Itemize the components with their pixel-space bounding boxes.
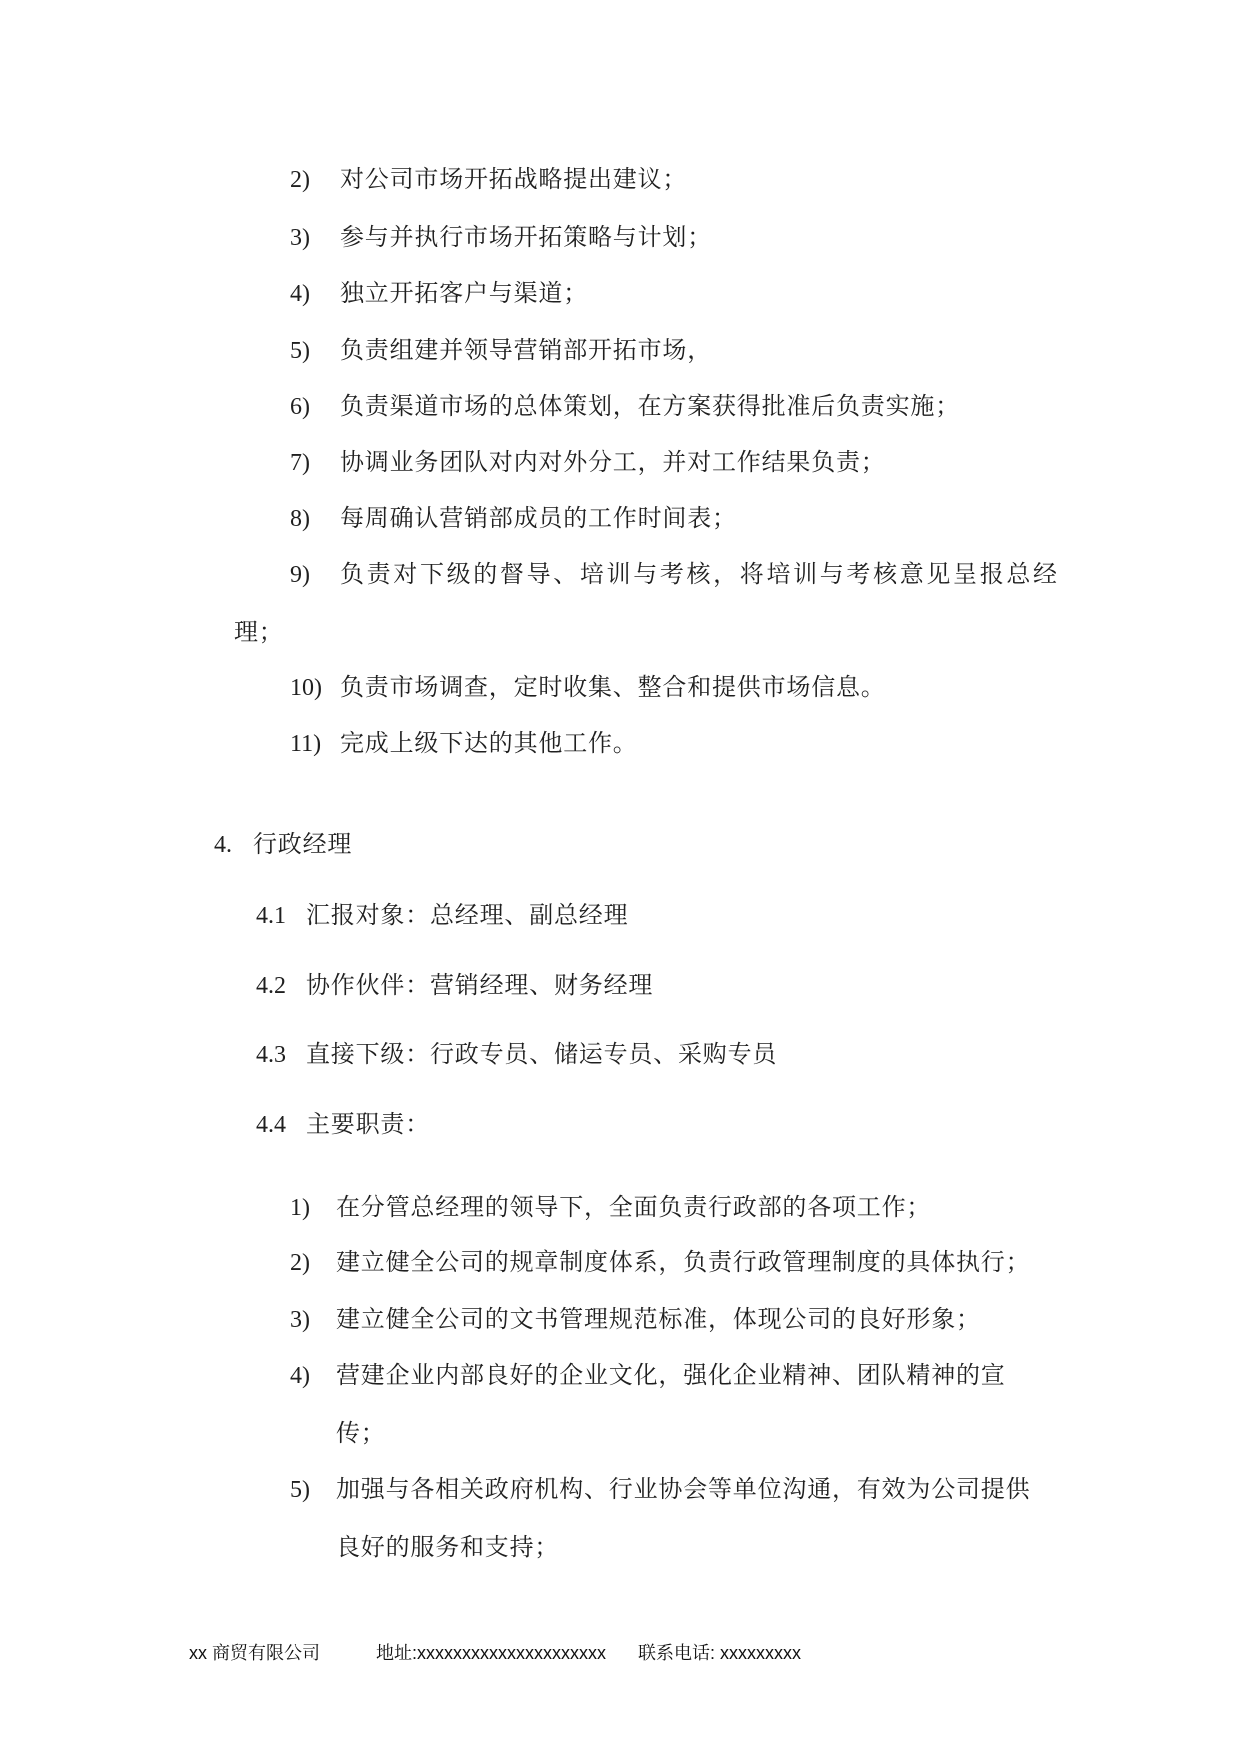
list-item-text: 负责渠道市场的总体策划，在方案获得批准后负责实施；	[340, 394, 960, 420]
list-item-text: 每周确认营销部成员的工作时间表；	[340, 506, 737, 532]
list-item	[0, 336, 1241, 366]
list-item	[0, 1305, 1241, 1335]
list-item	[0, 729, 1241, 759]
subsection-item	[0, 1110, 1241, 1140]
subsection-item	[0, 901, 1241, 931]
list-item-number: 5)	[290, 1477, 310, 1503]
list-item-number: 2)	[290, 167, 310, 193]
list-item-number: 10)	[290, 675, 322, 701]
subsection-number: 4.3	[256, 1042, 286, 1068]
subsection-text: 直接下级：行政专员、储运专员、采购专员	[306, 1042, 778, 1068]
list-item-text: 在分管总经理的领导下，全面负责行政部的各项工作；	[336, 1195, 932, 1221]
list-item	[0, 1248, 1241, 1278]
list-item-number: 1)	[290, 1195, 310, 1221]
subsection-item	[0, 1040, 1241, 1070]
list-item-number: 9)	[290, 562, 310, 588]
list-item-text: 营建企业内部良好的企业文化，强化企业精神、团队精神的宣	[336, 1363, 1006, 1389]
list-item	[0, 165, 1241, 195]
subsection-text: 主要职责：	[306, 1112, 430, 1138]
list-item-text: 建立健全公司的文书管理规范标准，体现公司的良好形象；	[336, 1307, 981, 1333]
list-item-text: 建立健全公司的规章制度体系，负责行政管理制度的具体执行；	[336, 1250, 1031, 1276]
list-item	[0, 448, 1241, 478]
subsection-text: 协作伙伴：营销经理、财务经理	[306, 973, 654, 999]
list-item-number: 2)	[290, 1250, 310, 1276]
list-item-text: 协调业务团队对内对外分工，并对工作结果负责；	[340, 450, 886, 476]
list-item-number: 11)	[290, 731, 322, 757]
list-item-number: 7)	[290, 450, 310, 476]
list-item-text: 负责组建并领导营销部开拓市场，	[340, 338, 712, 364]
section-heading	[0, 830, 1241, 860]
list-item-text: 完成上级下达的其他工作。	[340, 731, 638, 757]
list-item-text: 负责市场调查，定时收集、整合和提供市场信息。	[340, 675, 886, 701]
list-item-number: 4)	[290, 1363, 310, 1389]
subsection-text: 汇报对象：总经理、副总经理	[306, 903, 629, 929]
footer-address: 地址:xxxxxxxxxxxxxxxxxxxxx	[376, 1643, 607, 1663]
footer-company-name: xx 商贸有限公司	[189, 1643, 321, 1663]
list-item-text: 独立开拓客户与渠道；	[340, 281, 588, 307]
list-item	[0, 1193, 1241, 1223]
list-item-text-continuation: 良好的服务和支持；	[336, 1535, 560, 1561]
list-item-text: 加强与各相关政府机构、行业协会等单位沟通，有效为公司提供	[336, 1477, 1031, 1503]
list-item	[0, 560, 1241, 646]
list-item	[0, 673, 1241, 703]
list-item-number: 4)	[290, 281, 310, 307]
list-item	[0, 223, 1241, 253]
list-item-text: 参与并执行市场开拓策略与计划；	[340, 225, 712, 251]
list-item	[0, 279, 1241, 309]
page-footer	[0, 1641, 1241, 1665]
list-item	[0, 392, 1241, 422]
subsection-item	[0, 971, 1241, 1001]
list-item-number: 3)	[290, 225, 310, 251]
footer-phone: 联系电话: xxxxxxxxx	[638, 1643, 802, 1663]
list-item-text: 负责对下级的督导、培训与考核，将培训与考核意见呈报总经	[340, 562, 1057, 588]
list-item-text-continuation: 传；	[336, 1421, 386, 1447]
list-item-text: 对公司市场开拓战略提出建议；	[340, 167, 688, 193]
list-item-number: 6)	[290, 394, 310, 420]
list-item-number: 8)	[290, 506, 310, 532]
list-item	[0, 1475, 1241, 1561]
list-item-number: 3)	[290, 1307, 310, 1333]
subsection-number: 4.1	[256, 903, 286, 929]
list-item-number: 5)	[290, 338, 310, 364]
list-item	[0, 1361, 1241, 1447]
subsection-number: 4.4	[256, 1112, 286, 1138]
list-item	[0, 504, 1241, 534]
subsection-number: 4.2	[256, 973, 286, 999]
section-number: 4.	[214, 832, 232, 858]
list-item-text-continuation: 理；	[234, 620, 284, 646]
section-title: 行政经理	[253, 832, 353, 858]
